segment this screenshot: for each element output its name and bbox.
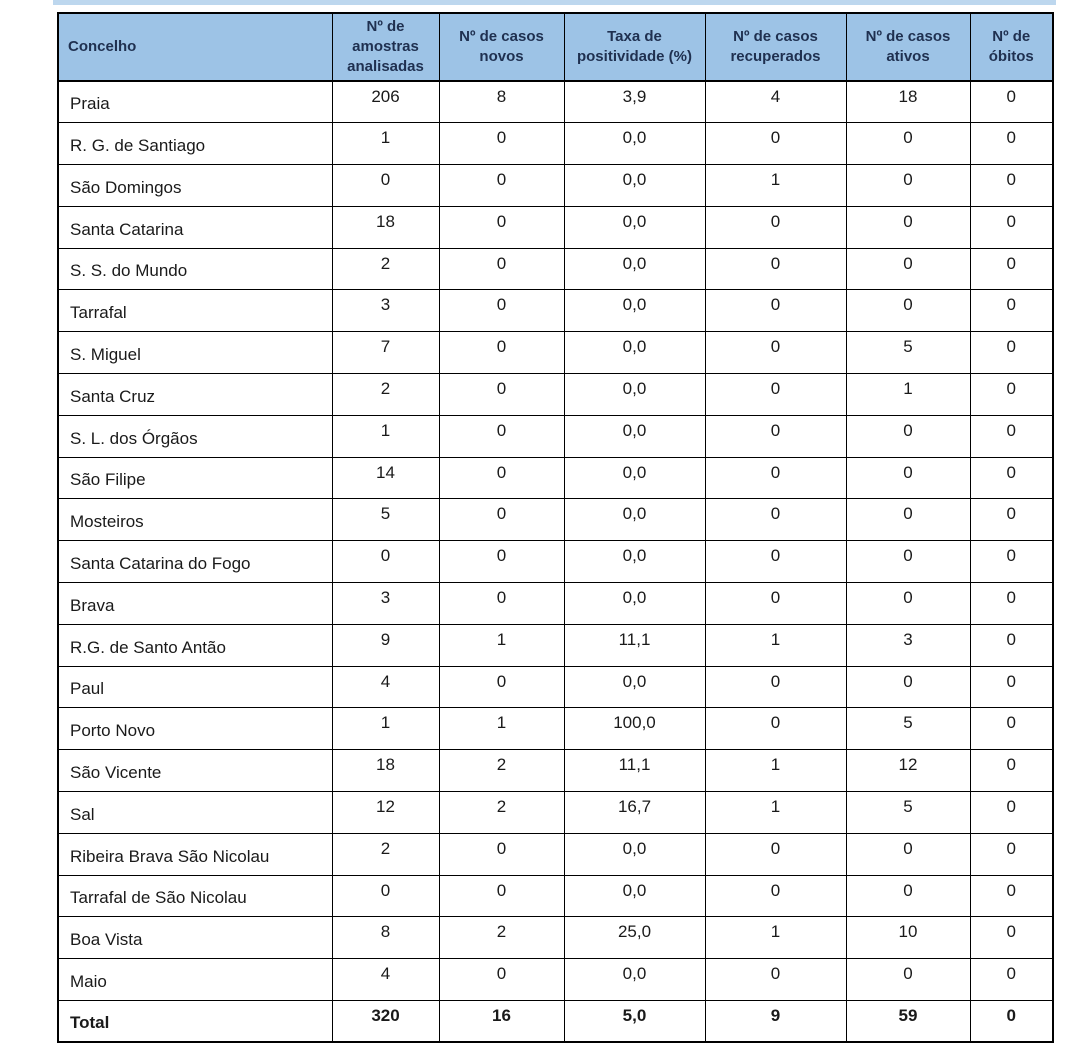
value-cell: 3 [332, 290, 439, 332]
value-cell: 0 [970, 750, 1053, 792]
concelho-name-cell: Paul [58, 666, 332, 708]
value-cell: 4 [332, 666, 439, 708]
value-cell: 0 [846, 123, 970, 165]
value-cell: 0 [846, 415, 970, 457]
value-cell: 0 [439, 165, 564, 207]
value-cell: 1 [705, 917, 846, 959]
covid-concelho-table [57, 12, 1054, 1043]
value-cell: 320 [332, 1001, 439, 1043]
value-cell: 18 [332, 750, 439, 792]
value-cell: 0 [705, 708, 846, 750]
table-row [58, 499, 1053, 541]
concelho-name-cell: R.G. de Santo Antão [58, 624, 332, 666]
table-row [58, 959, 1053, 1001]
value-cell: 0 [705, 583, 846, 625]
cropped-element-bottom-strip [53, 0, 1056, 5]
concelho-name-cell: São Vicente [58, 750, 332, 792]
value-cell: 0,0 [564, 666, 705, 708]
value-cell: 0 [846, 457, 970, 499]
value-cell: 0 [439, 457, 564, 499]
value-cell: 18 [332, 206, 439, 248]
value-cell: 1 [705, 792, 846, 834]
concelho-name-cell: Praia [58, 81, 332, 123]
value-cell: 0 [439, 248, 564, 290]
value-cell: 0 [970, 959, 1053, 1001]
concelho-name-cell: R. G. de Santiago [58, 123, 332, 165]
value-cell: 18 [846, 81, 970, 123]
value-cell: 0 [439, 415, 564, 457]
value-cell: 11,1 [564, 624, 705, 666]
value-cell: 0 [705, 290, 846, 332]
value-cell: 12 [846, 750, 970, 792]
value-cell: 0 [846, 833, 970, 875]
value-cell: 0 [705, 875, 846, 917]
value-cell: 0 [970, 374, 1053, 416]
value-cell: 0 [970, 248, 1053, 290]
value-cell: 0 [970, 541, 1053, 583]
value-cell: 1 [439, 624, 564, 666]
value-cell: 0,0 [564, 248, 705, 290]
column-header-concelho: Concelho [58, 13, 332, 81]
value-cell: 0,0 [564, 499, 705, 541]
value-cell: 1 [439, 708, 564, 750]
value-cell: 2 [439, 792, 564, 834]
value-cell: 0 [439, 833, 564, 875]
value-cell: 3,9 [564, 81, 705, 123]
value-cell: 8 [439, 81, 564, 123]
value-cell: 0,0 [564, 374, 705, 416]
table-row [58, 541, 1053, 583]
value-cell: 0 [705, 415, 846, 457]
value-cell: 0 [332, 541, 439, 583]
value-cell: 0 [970, 206, 1053, 248]
value-cell: 0,0 [564, 415, 705, 457]
table-header [58, 13, 1053, 81]
value-cell: 0 [846, 499, 970, 541]
table-row [58, 457, 1053, 499]
value-cell: 0 [705, 499, 846, 541]
concelho-name-cell: Santa Cruz [58, 374, 332, 416]
value-cell: 0,0 [564, 875, 705, 917]
value-cell: 5,0 [564, 1001, 705, 1043]
value-cell: 4 [332, 959, 439, 1001]
concelho-name-cell: Boa Vista [58, 917, 332, 959]
table-row [58, 666, 1053, 708]
column-header-6: Nº de óbitos [970, 13, 1053, 81]
value-cell: 0,0 [564, 165, 705, 207]
concelho-name-cell: Brava [58, 583, 332, 625]
value-cell: 0 [970, 875, 1053, 917]
value-cell: 0 [846, 583, 970, 625]
total-label-cell: Total [58, 1001, 332, 1043]
value-cell: 12 [332, 792, 439, 834]
value-cell: 9 [705, 1001, 846, 1043]
value-cell: 2 [332, 374, 439, 416]
value-cell: 4 [705, 81, 846, 123]
value-cell: 16,7 [564, 792, 705, 834]
value-cell: 0 [970, 666, 1053, 708]
value-cell: 0 [846, 541, 970, 583]
value-cell: 0 [439, 541, 564, 583]
value-cell: 0 [846, 290, 970, 332]
value-cell: 5 [846, 332, 970, 374]
value-cell: 0 [439, 875, 564, 917]
value-cell: 1 [846, 374, 970, 416]
table-row [58, 81, 1053, 123]
value-cell: 0 [705, 206, 846, 248]
value-cell: 0 [970, 415, 1053, 457]
value-cell: 100,0 [564, 708, 705, 750]
concelho-name-cell: Tarrafal [58, 290, 332, 332]
table-row [58, 374, 1053, 416]
value-cell: 7 [332, 332, 439, 374]
value-cell: 0,0 [564, 290, 705, 332]
value-cell: 0 [705, 833, 846, 875]
value-cell: 9 [332, 624, 439, 666]
value-cell: 0 [970, 81, 1053, 123]
value-cell: 0,0 [564, 583, 705, 625]
value-cell: 0 [970, 708, 1053, 750]
value-cell: 3 [846, 624, 970, 666]
value-cell: 0 [439, 374, 564, 416]
concelho-name-cell: São Domingos [58, 165, 332, 207]
value-cell: 0 [846, 875, 970, 917]
value-cell: 206 [332, 81, 439, 123]
value-cell: 0 [705, 666, 846, 708]
value-cell: 2 [332, 248, 439, 290]
value-cell: 0 [439, 959, 564, 1001]
concelho-name-cell: Mosteiros [58, 499, 332, 541]
concelho-name-cell: S. S. do Mundo [58, 248, 332, 290]
table-row [58, 708, 1053, 750]
concelho-name-cell: Santa Catarina [58, 206, 332, 248]
value-cell: 0 [970, 1001, 1053, 1043]
value-cell: 0 [439, 583, 564, 625]
value-cell: 0 [970, 457, 1053, 499]
value-cell: 2 [439, 917, 564, 959]
column-header-3: Taxa de positividade (%) [564, 13, 705, 81]
table-row [58, 290, 1053, 332]
value-cell: 5 [846, 708, 970, 750]
value-cell: 1 [705, 165, 846, 207]
value-cell: 11,1 [564, 750, 705, 792]
concelho-name-cell: Porto Novo [58, 708, 332, 750]
concelho-name-cell: Santa Catarina do Fogo [58, 541, 332, 583]
value-cell: 0 [705, 541, 846, 583]
value-cell: 0 [970, 290, 1053, 332]
value-cell: 2 [439, 750, 564, 792]
value-cell: 0 [970, 332, 1053, 374]
value-cell: 2 [332, 833, 439, 875]
value-cell: 0 [705, 332, 846, 374]
value-cell: 0 [439, 123, 564, 165]
value-cell: 59 [846, 1001, 970, 1043]
value-cell: 0 [970, 624, 1053, 666]
table-row [58, 750, 1053, 792]
value-cell: 1 [332, 415, 439, 457]
value-cell: 0,0 [564, 332, 705, 374]
value-cell: 8 [332, 917, 439, 959]
value-cell: 1 [705, 750, 846, 792]
value-cell: 3 [332, 583, 439, 625]
table-row [58, 248, 1053, 290]
value-cell: 5 [332, 499, 439, 541]
value-cell: 0 [970, 833, 1053, 875]
concelho-name-cell: Maio [58, 959, 332, 1001]
value-cell: 0,0 [564, 959, 705, 1001]
value-cell: 0 [846, 959, 970, 1001]
value-cell: 0 [846, 206, 970, 248]
value-cell: 1 [332, 123, 439, 165]
value-cell: 0,0 [564, 123, 705, 165]
value-cell: 0 [846, 165, 970, 207]
table-row [58, 332, 1053, 374]
value-cell: 0 [705, 959, 846, 1001]
value-cell: 0 [970, 917, 1053, 959]
value-cell: 0,0 [564, 541, 705, 583]
value-cell: 0 [439, 332, 564, 374]
concelho-name-cell: São Filipe [58, 457, 332, 499]
header-row [58, 13, 1053, 81]
value-cell: 5 [846, 792, 970, 834]
table-row [58, 833, 1053, 875]
value-cell: 16 [439, 1001, 564, 1043]
concelho-name-cell: Ribeira Brava São Nicolau [58, 833, 332, 875]
value-cell: 1 [332, 708, 439, 750]
value-cell: 0 [705, 123, 846, 165]
value-cell: 0 [705, 374, 846, 416]
table-row [58, 917, 1053, 959]
value-cell: 0 [970, 165, 1053, 207]
value-cell: 0,0 [564, 457, 705, 499]
table-row [58, 792, 1053, 834]
table-row [58, 624, 1053, 666]
table-row [58, 875, 1053, 917]
value-cell: 0 [846, 666, 970, 708]
concelho-name-cell: S. Miguel [58, 332, 332, 374]
value-cell: 0,0 [564, 833, 705, 875]
table-row [58, 123, 1053, 165]
value-cell: 1 [705, 624, 846, 666]
value-cell: 0 [439, 666, 564, 708]
column-header-1: Nº de amostras analisadas [332, 13, 439, 81]
concelho-name-cell: Tarrafal de São Nicolau [58, 875, 332, 917]
value-cell: 0 [705, 457, 846, 499]
column-header-2: Nº de casos novos [439, 13, 564, 81]
value-cell: 25,0 [564, 917, 705, 959]
value-cell: 0 [846, 248, 970, 290]
value-cell: 0 [332, 165, 439, 207]
value-cell: 0 [332, 875, 439, 917]
table-row [58, 583, 1053, 625]
value-cell: 10 [846, 917, 970, 959]
value-cell: 0 [970, 123, 1053, 165]
value-cell: 0 [705, 248, 846, 290]
concelho-name-cell: S. L. dos Órgãos [58, 415, 332, 457]
value-cell: 0 [970, 499, 1053, 541]
value-cell: 0 [439, 499, 564, 541]
concelho-name-cell: Sal [58, 792, 332, 834]
column-header-4: Nº de casos recuperados [705, 13, 846, 81]
column-header-5: Nº de casos ativos [846, 13, 970, 81]
value-cell: 0 [970, 792, 1053, 834]
value-cell: 0 [439, 206, 564, 248]
value-cell: 0 [970, 583, 1053, 625]
value-cell: 14 [332, 457, 439, 499]
table-row [58, 206, 1053, 248]
total-row [58, 1001, 1053, 1043]
table-row [58, 415, 1053, 457]
value-cell: 0 [439, 290, 564, 332]
value-cell: 0,0 [564, 206, 705, 248]
table-row [58, 165, 1053, 207]
